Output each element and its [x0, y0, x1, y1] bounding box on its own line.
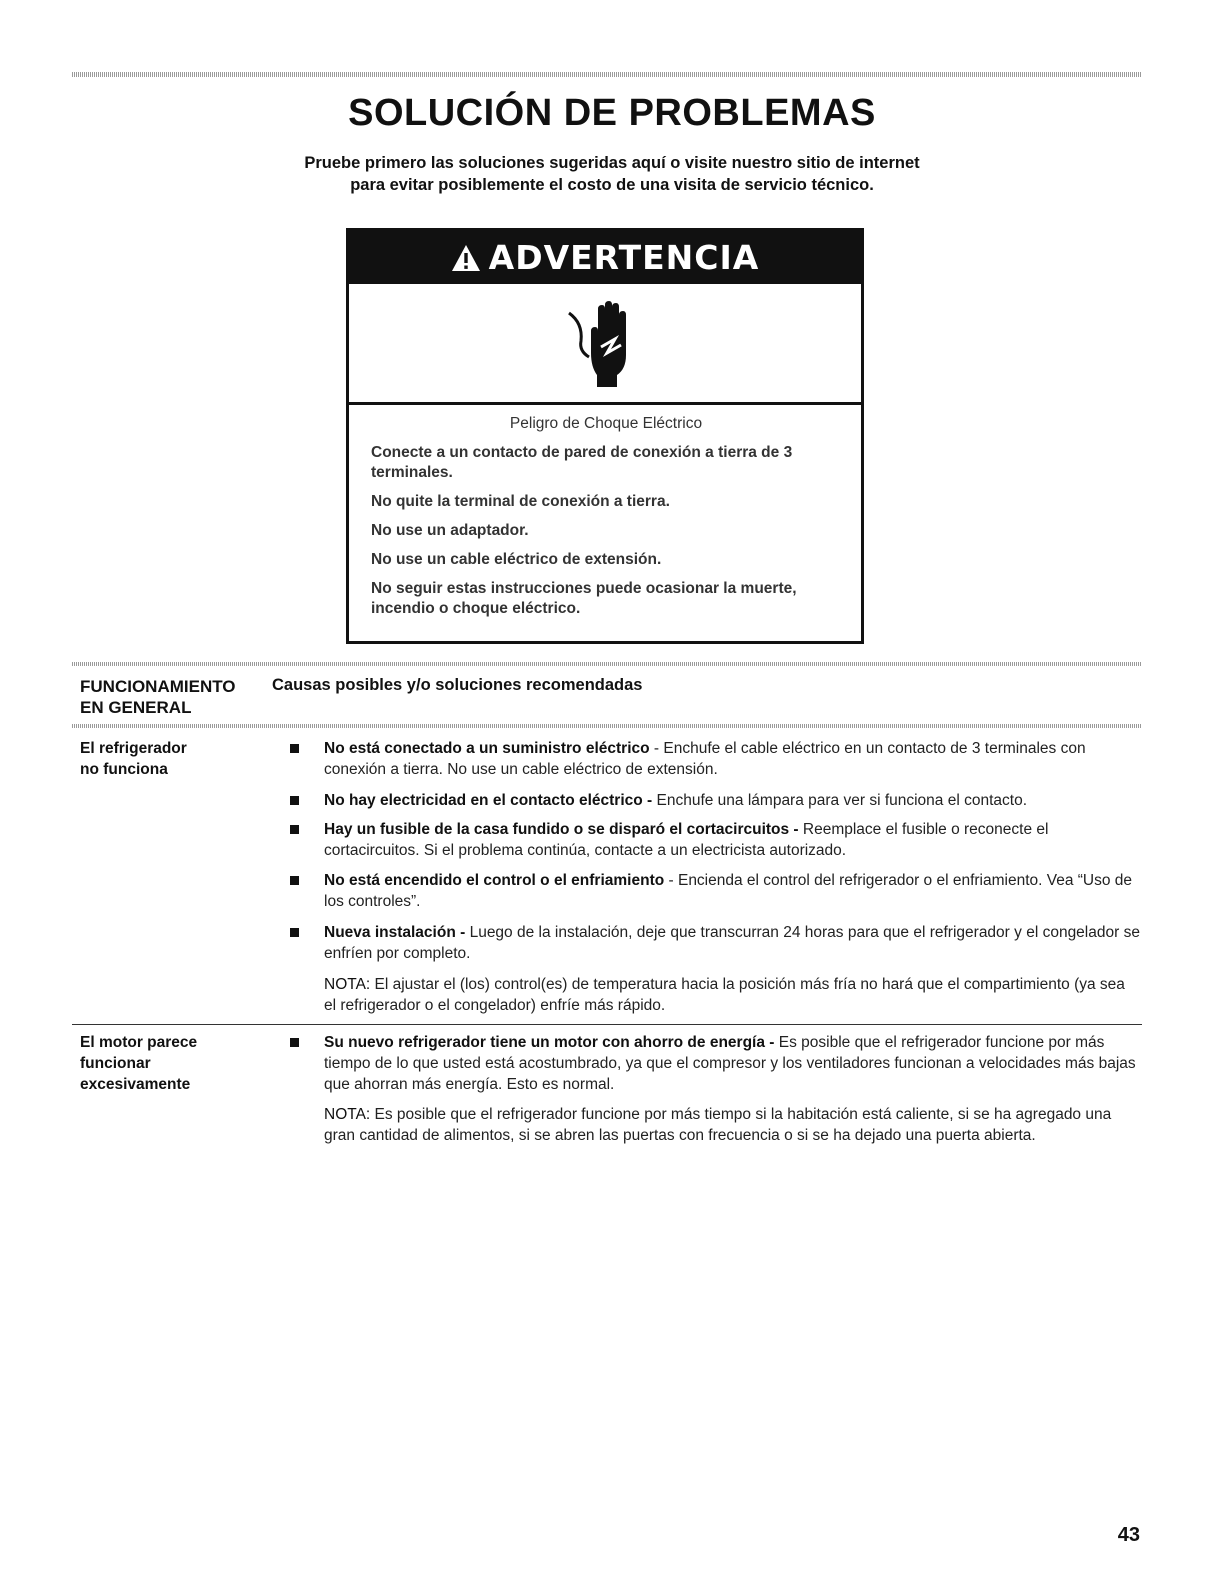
note — [324, 1104, 1140, 1146]
solution-item — [290, 790, 1140, 811]
intro-line-2: para evitar posiblemente el costo de una visita de servicio técnico. — [350, 176, 874, 194]
warning-icon-area — [349, 284, 861, 405]
problem-label-line: funcionar — [80, 1055, 151, 1072]
solution-text: - Encienda el control del refrigerador o el enfriamiento. Vea “Uso de los controles”. — [324, 872, 1133, 910]
hazard-title: Peligro de Choque Eléctrico — [509, 415, 703, 432]
note-text: El ajustar el (los) control(es) de temperatura hacia la posición más fría no hará que el compartimiento (ya sea el refrigerador o el congelador) enfríe más rápido. — [324, 976, 1125, 1014]
table-top-divider — [72, 662, 1142, 666]
solution-item — [290, 870, 1140, 912]
solution-text: Reemplace el fusible o reconecte el cortacircuitos. Si el problema continúa, contacte a un electricista autorizado. — [324, 821, 1049, 859]
solution-cause: No hay electricidad en el contacto eléctrico - — [324, 792, 653, 809]
column-header-category — [80, 676, 236, 718]
solution-text: - Enchufe el cable eléctrico en un contacto de 3 terminales con conexión a tierra. No use un cable eléctrico de extensión. — [324, 740, 1086, 778]
problem-label — [80, 1032, 197, 1095]
solution-cause: Hay un fusible de la casa fundido o se disparó el cortacircuitos - — [324, 821, 799, 838]
warning-line: No quite la terminal de conexión a tierra. — [371, 493, 670, 510]
warning-line: No use un cable eléctrico de extensión. — [371, 551, 662, 568]
bullet-icon — [290, 825, 299, 834]
electric-shock-hand-icon — [565, 295, 645, 391]
warning-line: No use un adaptador. — [371, 522, 529, 539]
warning-line: No seguir estas instrucciones puede ocasionar la muerte, incendio o choque eléctrico. — [371, 580, 797, 617]
solution-item — [290, 819, 1140, 861]
page-title: SOLUCIÓN DE PROBLEMAS — [348, 92, 876, 134]
problem-label-line: El motor parece — [80, 1034, 198, 1051]
top-divider — [72, 72, 1142, 77]
intro-text — [0, 152, 1224, 196]
bullet-icon — [290, 1038, 299, 1047]
solution-cause: Nueva instalación - — [324, 924, 466, 941]
bullet-icon — [290, 928, 299, 937]
solution-cause: No está conectado a un suministro eléctrico — [324, 740, 650, 757]
solution-text: Enchufe una lámpara para ver si funciona el contacto. — [652, 792, 1027, 809]
warning-box — [346, 228, 864, 644]
note — [324, 974, 1140, 1016]
column-header-causes: Causas posibles y/o soluciones recomendadas — [272, 676, 643, 694]
bullet-icon — [290, 876, 299, 885]
problem-label-line: excesivamente — [80, 1076, 191, 1093]
note-label: NOTA: — [324, 1106, 371, 1123]
warning-line: Conecte a un contacto de pared de conexión a tierra de 3 terminales. — [371, 444, 793, 481]
note-label: NOTA: — [324, 976, 371, 993]
solution-text: Es posible que el refrigerador funcione por más tiempo de lo que usted está acostumbrado, ya que el compresor y los ventiladores funcionan a velocidades más bajas que ahorran más energía. Esto es normal. — [324, 1034, 1136, 1093]
note-text: Es posible que el refrigerador funcione por más tiempo si la habitación está caliente, si se ha agregado una gran cantidad de alimentos, si se abren las puertas con frecuencia o si se ha dejado una puerta abierta. — [324, 1106, 1112, 1144]
problem-label-line: no funciona — [80, 761, 168, 778]
solution-text: Luego de la instalación, deje que transcurran 24 horas para que el refrigerador y el congelador se enfríen por completo. — [324, 924, 1140, 962]
intro-line-1: Pruebe primero las soluciones sugeridas aquí o visite nuestro sitio de internet — [304, 154, 920, 172]
solution-item — [290, 922, 1140, 964]
page-number: 43 — [1117, 1524, 1140, 1546]
warning-header-text: ADVERTENCIA — [488, 238, 760, 277]
column-header-line: EN GENERAL — [80, 698, 192, 717]
row-divider — [72, 1024, 1142, 1025]
problem-label — [80, 738, 187, 780]
bullet-icon — [290, 796, 299, 805]
warning-text — [349, 405, 861, 619]
problem-label-line: El refrigerador — [80, 740, 187, 757]
solution-cause: No está encendido el control o el enfriamiento — [324, 872, 665, 889]
solution-item — [290, 738, 1140, 780]
solution-item — [290, 1032, 1140, 1095]
solution-cause: Su nuevo refrigerador tiene un motor con ahorro de energía - — [324, 1034, 775, 1051]
bullet-icon — [290, 744, 299, 753]
header-bottom-divider — [72, 724, 1142, 728]
warning-triangle-icon — [451, 244, 481, 272]
column-header-line: FUNCIONAMIENTO — [80, 677, 236, 696]
warning-header — [349, 231, 861, 284]
